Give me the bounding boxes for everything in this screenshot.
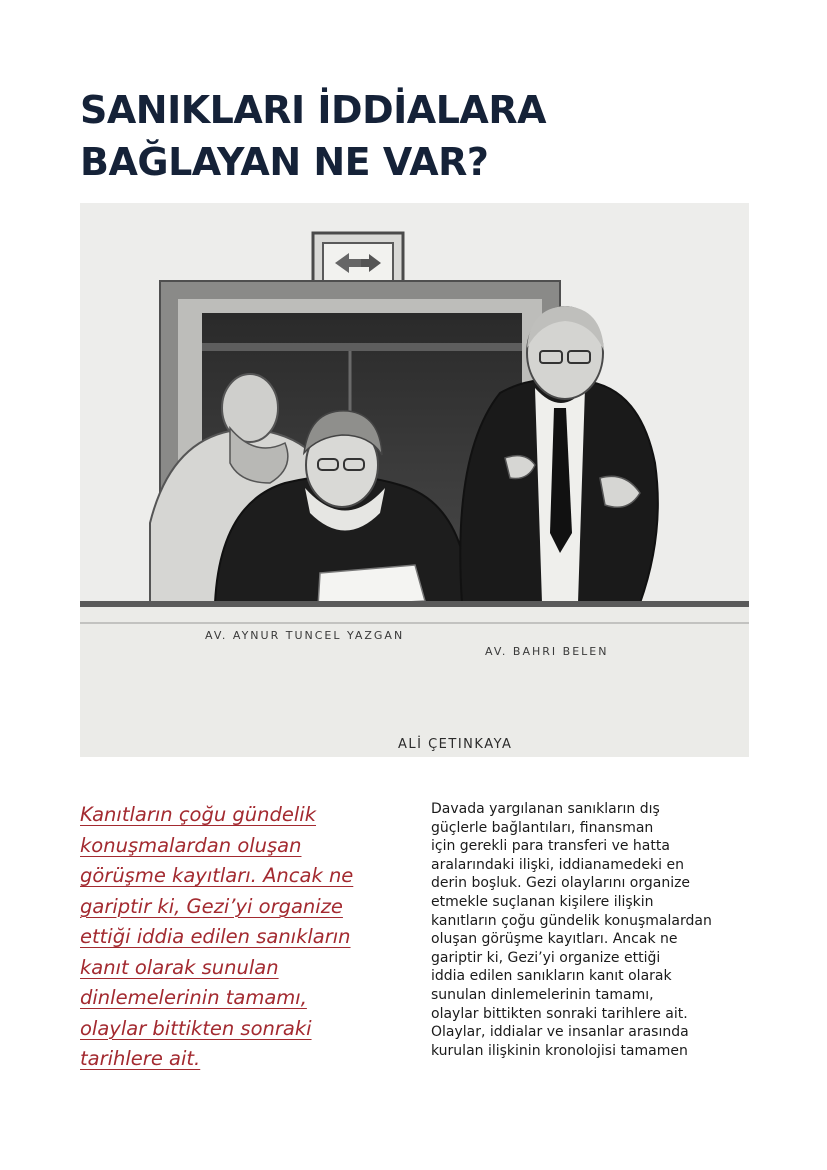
body-line: kanıtların çoğu gündelik konuşmalardan xyxy=(431,912,712,929)
body-line: Olaylar, iddialar ve insanlar arasında xyxy=(431,1024,689,1041)
body-line: sunulan dinlemelerinin tamamı, xyxy=(431,986,654,1003)
pull-quote-line: kanıt olarak sunulan xyxy=(80,955,279,979)
pull-quote-line: görüşme kayıtları. Ancak ne xyxy=(80,864,354,887)
pull-quote-line: Kanıtların çoğu gündelik xyxy=(80,803,317,826)
body-line: etmekle suçlanan kişilere ilişkin xyxy=(431,893,654,910)
body-line: derin boşluk. Gezi olaylarını organize xyxy=(431,875,691,892)
courtroom-bench xyxy=(80,601,749,757)
pull-quote xyxy=(80,800,400,1075)
pull-quote-line: olaylar bittikten sonraki xyxy=(80,1016,312,1040)
courtroom-illustration xyxy=(80,203,749,757)
body-line: olaylar bittikten sonraki tarihlere ait. xyxy=(431,1005,688,1022)
pull-quote-line: konuşmalardan oluşan xyxy=(80,833,302,857)
body-line: aralarındaki ilişki, iddianamedeki en xyxy=(431,856,684,873)
body-line: kurulan ilişkinin kronolojisi tamamen xyxy=(431,1042,688,1059)
body-line: oluşan görüşme kayıtları. Ancak ne xyxy=(431,931,678,948)
pull-quote-line: dinlemelerinin tamamı, xyxy=(80,986,307,1009)
artist-signature: ALİ ÇETINKAYA xyxy=(398,737,513,752)
pull-quote-line: gariptir ki, Gezi’yi organize xyxy=(80,894,343,918)
body-line: için gerekli para transferi ve hatta xyxy=(431,838,670,855)
body-paragraph xyxy=(431,800,751,1060)
body-line: güçlerle bağlantıları, finansman xyxy=(431,819,654,836)
caption-left: AV. AYNUR TUNCEL YAZGAN xyxy=(205,629,405,642)
title-line-2: BAĞLAYAN NE VAR? xyxy=(80,140,489,184)
page-title xyxy=(80,84,720,188)
pull-quote-line: ettiği iddia edilen sanıkların xyxy=(80,925,351,948)
courtroom-sketch xyxy=(80,203,749,757)
body-line: gariptir ki, Gezi’yi organize ettiği xyxy=(431,949,661,966)
body-line: iddia edilen sanıkların kanıt olarak xyxy=(431,968,672,985)
pull-quote-line: tarihlere ait. xyxy=(80,1047,201,1070)
caption-right: AV. BAHRI BELEN xyxy=(485,645,609,658)
title-line-1: SANIKLARI İDDİALARA xyxy=(80,88,546,132)
body-line: Davada yargılanan sanıkların dış xyxy=(431,801,660,817)
